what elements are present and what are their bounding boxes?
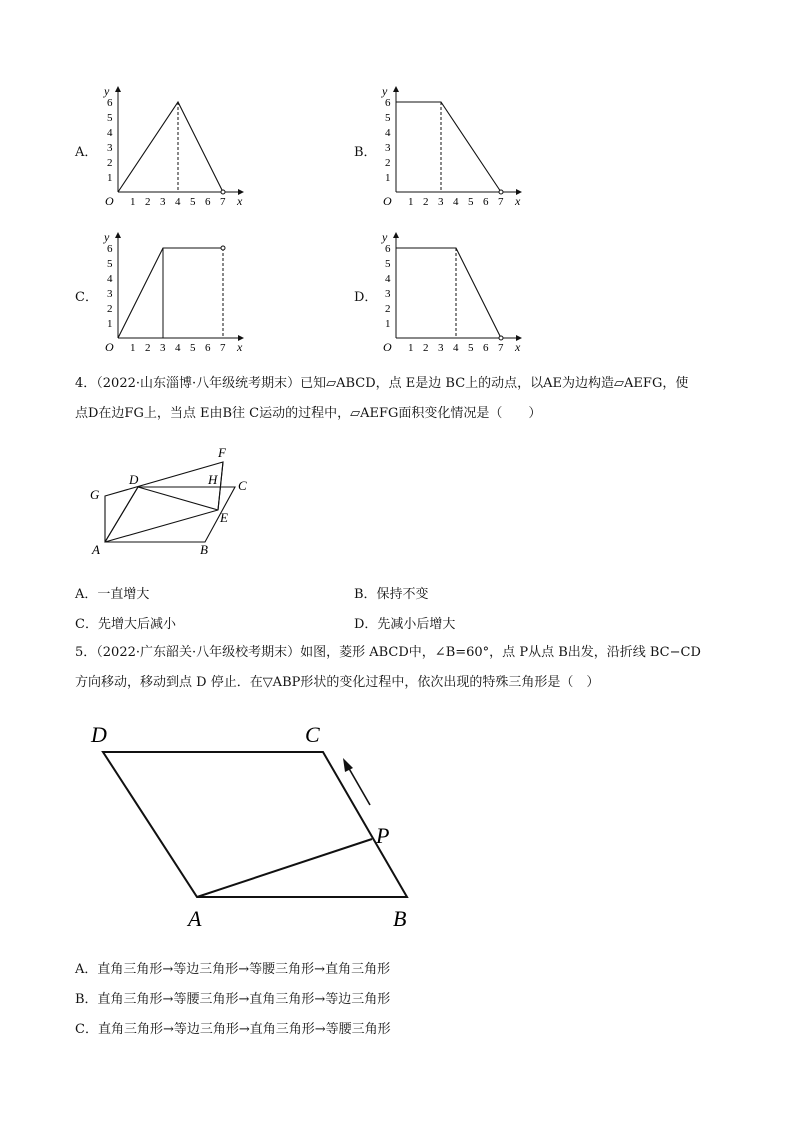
y-axis-label: y bbox=[104, 230, 110, 244]
graph-curve bbox=[118, 102, 223, 192]
option-c-graph bbox=[98, 228, 248, 356]
y-tick-label: 3 bbox=[107, 142, 113, 154]
x-tick-label: 3 bbox=[160, 196, 166, 208]
y-tick-label: 2 bbox=[107, 157, 113, 169]
q4-choice-c[interactable]: C．先增大后减小 bbox=[75, 617, 176, 632]
x-tick-label: 1 bbox=[130, 196, 136, 208]
y-tick-label: 4 bbox=[107, 273, 113, 285]
x-tick-label: 3 bbox=[438, 196, 444, 208]
graph-curve bbox=[396, 248, 501, 338]
q5-label-a: A bbox=[188, 906, 202, 931]
option-c-label: C． bbox=[75, 290, 98, 305]
x-tick-label: 2 bbox=[145, 342, 151, 354]
y-tick-label: 5 bbox=[107, 258, 113, 270]
q5-label-p: P bbox=[376, 823, 390, 848]
y-axis-label: y bbox=[382, 84, 388, 98]
origin-label: O bbox=[105, 340, 114, 354]
y-tick-label: 2 bbox=[385, 157, 391, 169]
q4-label-d: D bbox=[129, 472, 139, 487]
q5-label-b: B bbox=[393, 906, 407, 931]
option-b-graph bbox=[376, 82, 526, 210]
q4-choice-d[interactable]: D．先减小后增大 bbox=[354, 617, 456, 632]
q5-choice-b[interactable]: B．直角三角形→等腰三角形→直角三角形→等边三角形 bbox=[75, 992, 391, 1007]
y-tick-label: 6 bbox=[385, 243, 391, 255]
x-tick-label: 6 bbox=[205, 196, 211, 208]
x-tick-label: 7 bbox=[498, 342, 504, 354]
y-axis-arrow bbox=[393, 232, 399, 238]
y-tick-label: 3 bbox=[385, 142, 391, 154]
x-tick-label: 3 bbox=[160, 342, 166, 354]
q5-figure bbox=[85, 715, 425, 935]
y-tick-label: 6 bbox=[107, 243, 113, 255]
option-a-graph bbox=[98, 82, 248, 210]
option-b-label: B． bbox=[354, 145, 377, 160]
x-tick-label: 2 bbox=[423, 196, 429, 208]
y-axis-arrow bbox=[115, 232, 121, 238]
x-axis-label: x bbox=[515, 340, 521, 354]
q4-choice-b[interactable]: B．保持不变 bbox=[354, 587, 429, 602]
origin-label: O bbox=[383, 194, 392, 208]
q4-text-line1: 4．（2022·山东淄博·八年级统考期末）已知▱ABCD，点 E是边 BC上的动点，以AE为边构造▱AEFG，使 bbox=[75, 376, 689, 391]
y-axis-label: y bbox=[382, 230, 388, 244]
open-endpoint bbox=[221, 246, 225, 250]
x-tick-label: 5 bbox=[190, 342, 196, 354]
x-tick-label: 7 bbox=[498, 196, 504, 208]
y-tick-label: 3 bbox=[385, 288, 391, 300]
x-axis-label: x bbox=[237, 340, 243, 354]
x-axis-label: x bbox=[515, 194, 521, 208]
y-tick-label: 6 bbox=[107, 97, 113, 109]
y-tick-label: 4 bbox=[385, 127, 391, 139]
x-tick-label: 5 bbox=[468, 342, 474, 354]
q5-choice-c[interactable]: C．直角三角形→等边三角形→直角三角形→等腰三角形 bbox=[75, 1022, 391, 1037]
y-tick-label: 4 bbox=[107, 127, 113, 139]
x-tick-label: 6 bbox=[483, 342, 489, 354]
y-tick-label: 2 bbox=[107, 303, 113, 315]
x-tick-label: 4 bbox=[175, 342, 181, 354]
x-tick-label: 1 bbox=[408, 342, 414, 354]
y-tick-label: 1 bbox=[107, 318, 113, 330]
open-endpoint bbox=[499, 190, 503, 194]
y-tick-label: 3 bbox=[107, 288, 113, 300]
x-tick-label: 3 bbox=[438, 342, 444, 354]
x-tick-label: 6 bbox=[483, 196, 489, 208]
y-tick-label: 5 bbox=[107, 112, 113, 124]
q4-label-c: C bbox=[238, 478, 247, 493]
q4-label-f: F bbox=[218, 445, 226, 460]
q4-text-line2: 点D在边FG上，当点 E由B往 C运动的过程中，▱AEFG面积变化情况是（ ） bbox=[75, 406, 542, 421]
y-tick-label: 1 bbox=[107, 172, 113, 184]
q5-text-line1: 5．（2022·广东韶关·八年级校考期末）如图，菱形 ABCD中，∠B=60°，点 P从点 B出发，沿折线 BC−CD bbox=[75, 645, 701, 660]
y-tick-label: 1 bbox=[385, 172, 391, 184]
x-axis-label: x bbox=[237, 194, 243, 208]
q4-label-g: G bbox=[90, 487, 100, 502]
x-tick-label: 7 bbox=[220, 196, 226, 208]
x-tick-label: 5 bbox=[468, 196, 474, 208]
y-axis-arrow bbox=[393, 86, 399, 92]
x-tick-label: 5 bbox=[190, 196, 196, 208]
y-tick-label: 4 bbox=[385, 273, 391, 285]
open-endpoint bbox=[221, 190, 225, 194]
q5-text-line2: 方向移动，移动到点 D 停止．在▽ABP形状的变化过程中，依次出现的特殊三角形是（ ） bbox=[75, 675, 600, 690]
origin-label: O bbox=[383, 340, 392, 354]
y-tick-label: 5 bbox=[385, 258, 391, 270]
x-tick-label: 4 bbox=[453, 342, 459, 354]
origin-label: O bbox=[105, 194, 114, 208]
q5-label-c: C bbox=[305, 722, 320, 747]
x-tick-label: 4 bbox=[453, 196, 459, 208]
q4-figure bbox=[80, 440, 270, 570]
graph-curve bbox=[396, 102, 501, 192]
q4-label-b: B bbox=[200, 542, 208, 557]
y-tick-label: 5 bbox=[385, 112, 391, 124]
q4-label-a: A bbox=[92, 542, 100, 557]
x-tick-label: 7 bbox=[220, 342, 226, 354]
x-tick-label: 4 bbox=[175, 196, 181, 208]
y-axis-label: y bbox=[104, 84, 110, 98]
y-tick-label: 2 bbox=[385, 303, 391, 315]
x-tick-label: 6 bbox=[205, 342, 211, 354]
x-tick-label: 2 bbox=[145, 196, 151, 208]
y-axis-arrow bbox=[115, 86, 121, 92]
q4-choice-a[interactable]: A．一直增大 bbox=[75, 587, 150, 602]
option-d-label: D． bbox=[354, 290, 378, 305]
y-tick-label: 6 bbox=[385, 97, 391, 109]
option-a-label: A． bbox=[75, 145, 98, 160]
open-endpoint bbox=[499, 336, 503, 340]
x-tick-label: 1 bbox=[130, 342, 136, 354]
option-d-graph bbox=[376, 228, 526, 356]
q5-label-d: D bbox=[91, 722, 107, 747]
y-tick-label: 1 bbox=[385, 318, 391, 330]
q4-label-e: E bbox=[220, 510, 228, 525]
q4-label-h: H bbox=[208, 472, 218, 487]
q5-choice-a[interactable]: A．直角三角形→等边三角形→等腰三角形→直角三角形 bbox=[75, 962, 391, 977]
x-tick-label: 1 bbox=[408, 196, 414, 208]
x-tick-label: 2 bbox=[423, 342, 429, 354]
graph-curve bbox=[118, 248, 223, 338]
